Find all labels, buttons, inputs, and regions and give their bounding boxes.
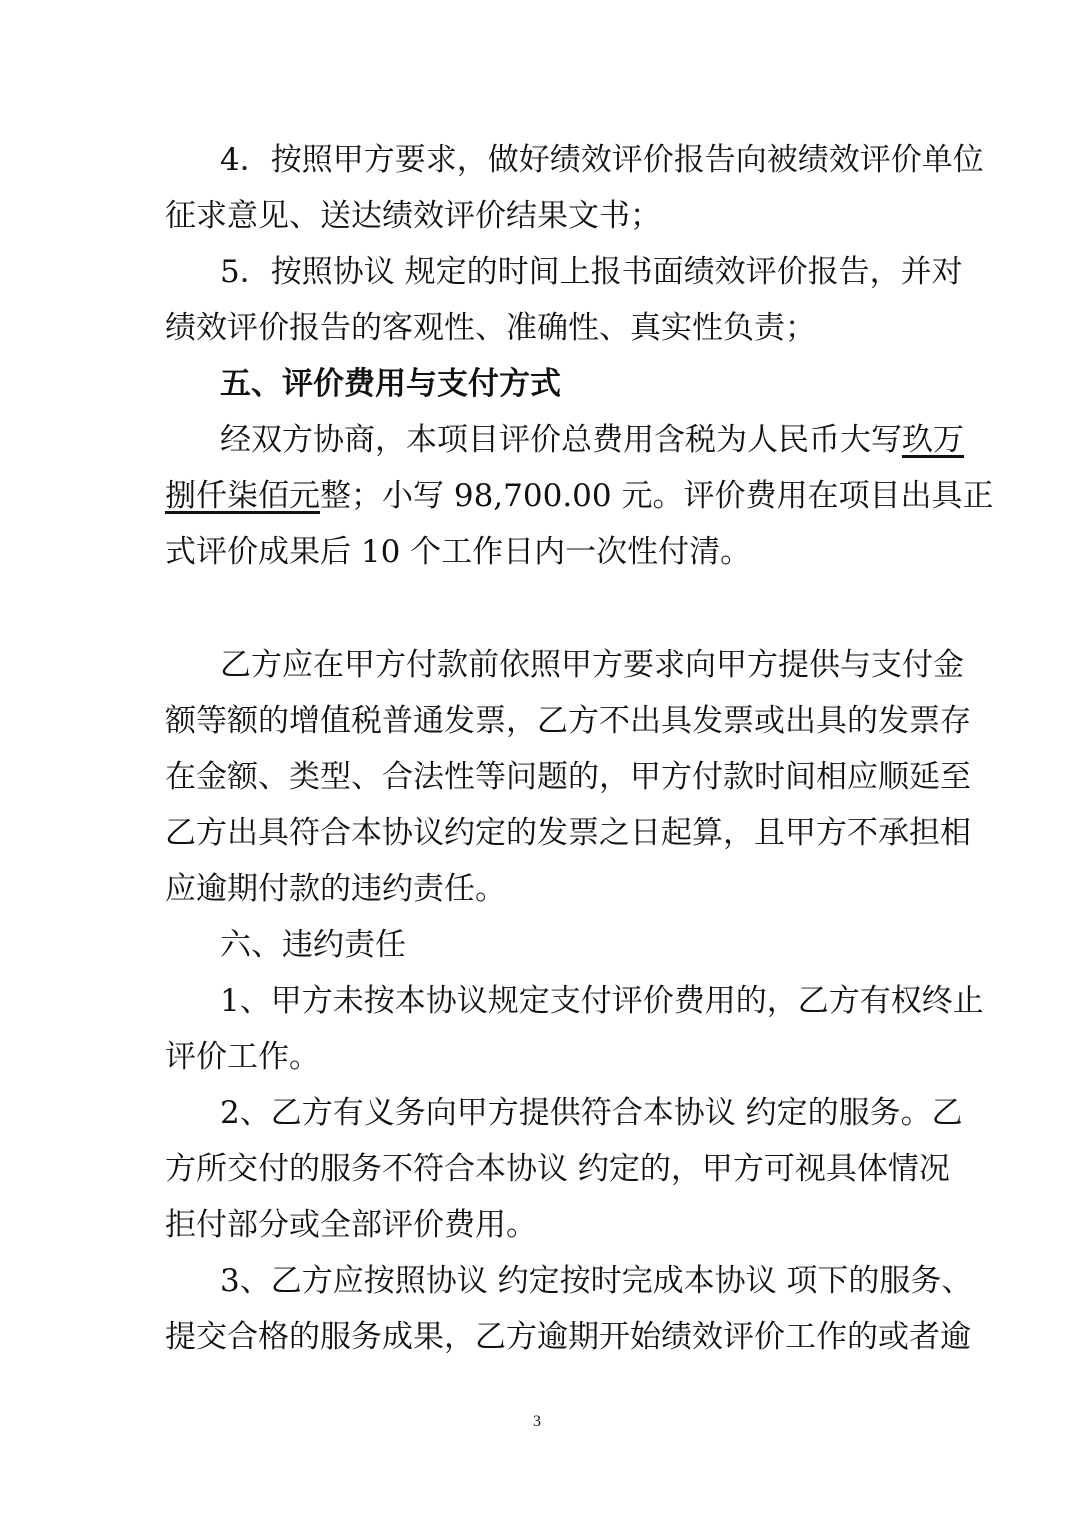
item4-line1: 4．按照甲方要求，做好绩效评价报告向被绩效评价单位 <box>220 142 984 178</box>
fee-amount-words-part2: 捌仟柒佰元 <box>165 478 320 514</box>
invoice-line3: 在金额、类型、合法性等问题的，甲方付款时间相应顺延至 <box>165 759 971 795</box>
fee-line2-suffix: 整；小写 98,700.00 元。评价费用在项目出具正 <box>320 478 994 514</box>
page-number: 3 <box>533 1413 541 1430</box>
fee-line2 <box>165 476 994 516</box>
invoice-line1: 乙方应在甲方付款前依照甲方要求向甲方提供与支付金 <box>220 647 964 683</box>
breach2-line2: 方所交付的服务不符合本协议 约定的，甲方可视具体情况 <box>165 1151 950 1187</box>
fee-line3: 式评价成果后 10 个工作日内一次性付清。 <box>165 534 752 570</box>
item5-line2: 绩效评价报告的客观性、准确性、真实性负责； <box>165 310 816 346</box>
breach3-line1: 3、乙方应按照协议 约定按时完成本协议 项下的服务、 <box>220 1263 973 1299</box>
breach3-line2: 提交合格的服务成果，乙方逾期开始绩效评价工作的或者逾 <box>165 1319 971 1355</box>
breach1-line2: 评价工作。 <box>165 1039 320 1075</box>
section6-heading: 六、违约责任 <box>220 927 406 963</box>
breach2-line1: 2、乙方有义务向甲方提供符合本协议 约定的服务。乙 <box>220 1095 963 1131</box>
invoice-line2: 额等额的增值税普通发票，乙方不出具发票或出具的发票存 <box>165 703 971 739</box>
item4-line2: 征求意见、送达绩效评价结果文书； <box>165 198 661 234</box>
fee-amount-words-part1: 玖万 <box>902 422 964 458</box>
breach2-line3: 拒付部分或全部评价费用。 <box>165 1207 537 1243</box>
item5-line1: 5．按照协议 规定的时间上报书面绩效评价报告，并对 <box>220 254 963 290</box>
section5-heading: 五、评价费用与支付方式 <box>220 366 561 402</box>
fee-line1 <box>220 420 964 460</box>
invoice-line5: 应逾期付款的违约责任。 <box>165 871 506 907</box>
breach1-line1: 1、甲方未按本协议规定支付评价费用的，乙方有权终止 <box>220 983 984 1019</box>
fee-line1-prefix: 经双方协商，本项目评价总费用含税为人民币大写 <box>220 422 902 458</box>
invoice-line4: 乙方出具符合本协议约定的发票之日起算，且甲方不承担相 <box>165 815 971 851</box>
